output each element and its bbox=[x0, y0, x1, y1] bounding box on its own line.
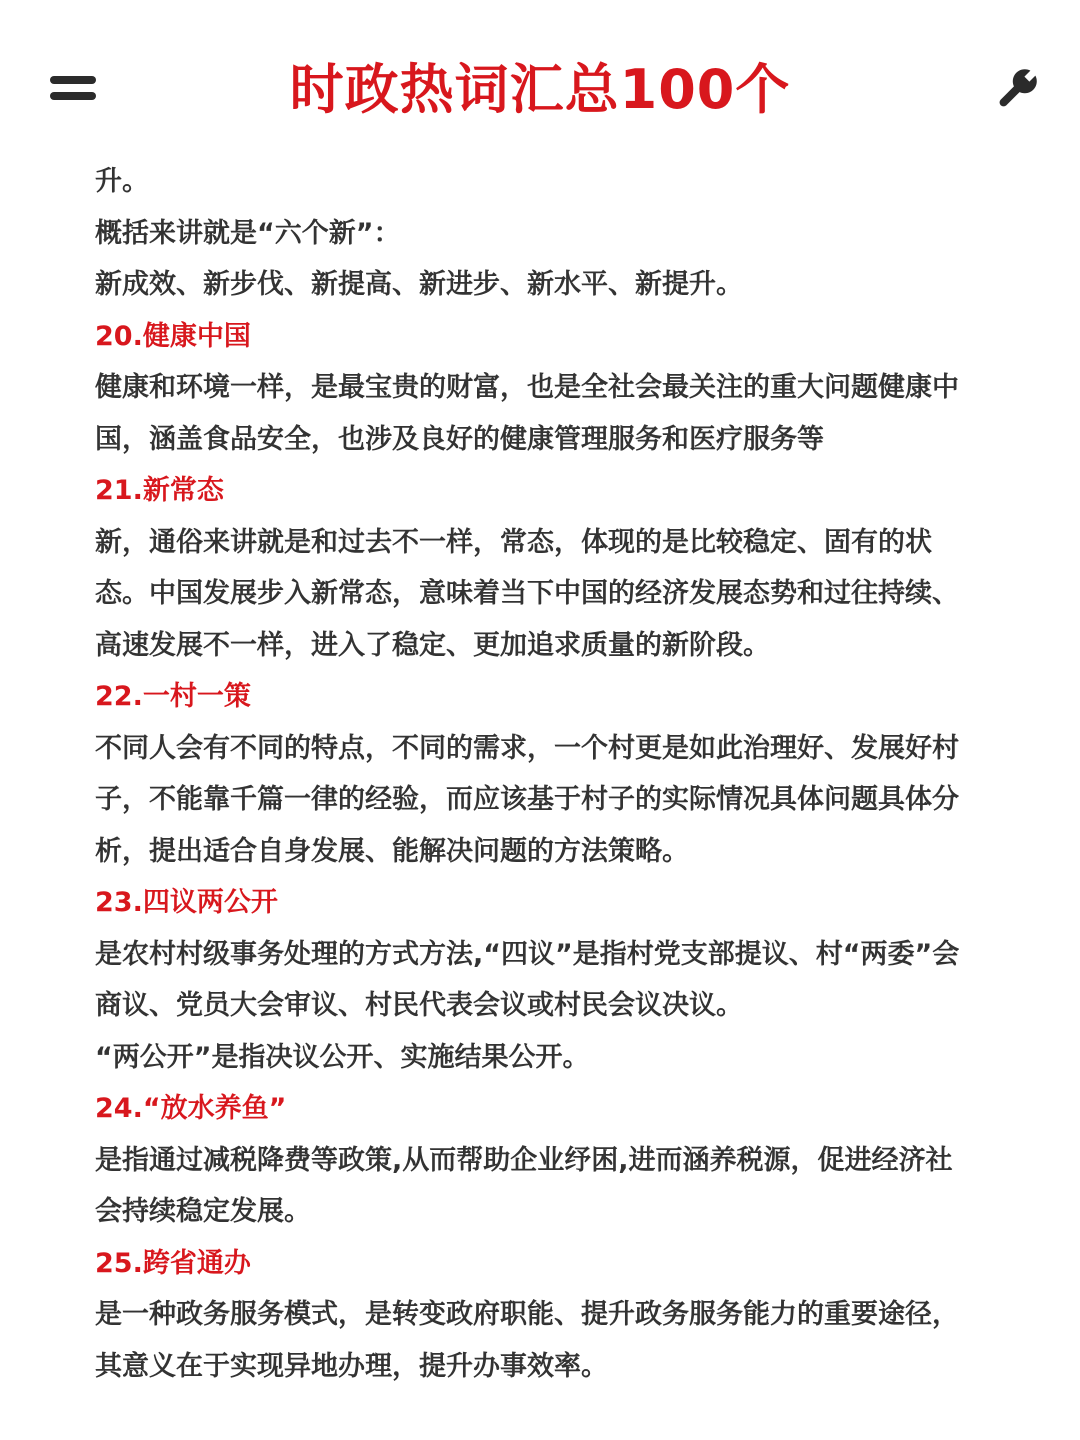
section-heading: 23.四议两公开 bbox=[95, 887, 278, 918]
paragraph-line: 新成效、新步伐、新提高、新进步、新水平、新提升。 bbox=[95, 269, 743, 300]
header-bar bbox=[0, 0, 1080, 150]
paragraph-line: 其意义在于实现异地办理，提升办事效率。 bbox=[95, 1350, 608, 1382]
paragraph-line: 国，涵盖食品安全，也涉及良好的健康管理服务和医疗服务等 bbox=[95, 423, 824, 455]
paragraph-line: 子，不能靠千篇一律的经验，而应该基于村子的实际情况具体问题具体分 bbox=[95, 784, 959, 815]
section-heading: 24.“放水养鱼” bbox=[95, 1093, 287, 1124]
wrench-icon[interactable] bbox=[992, 64, 1042, 114]
paragraph-line: 态。中国发展步入新常态，意味着当下中国的经济发展态势和过往持续、 bbox=[95, 578, 959, 609]
paragraph-line: 是农村村级事务处理的方式方法,“四议”是指村党支部提议、村“两委”会 bbox=[95, 938, 960, 970]
section-heading: 25.跨省通办 bbox=[95, 1247, 251, 1279]
article-body bbox=[95, 156, 995, 1392]
page-title: 时政热词汇总100个 bbox=[289, 58, 791, 121]
paragraph-line: 升。 bbox=[95, 166, 149, 197]
paragraph-line: 高速发展不一样，进入了稳定、更加追求质量的新阶段。 bbox=[95, 629, 770, 661]
paragraph-line: 是指通过减税降费等政策,从而帮助企业纾困,进而涵养税源，促进经济社 bbox=[95, 1144, 953, 1176]
section-heading: 20.健康中国 bbox=[95, 320, 251, 352]
paragraph-line: 是一种政务服务模式，是转变政府职能、提升政务服务能力的重要途径， bbox=[95, 1299, 959, 1330]
section-heading: 21.新常态 bbox=[95, 475, 224, 506]
paragraph-line: 概括来讲就是“六个新”： bbox=[95, 217, 401, 249]
paragraph-line: “两公开”是指决议公开、实施结果公开。 bbox=[95, 1041, 590, 1073]
paragraph-line: 析，提出适合自身发展、能解决问题的方法策略。 bbox=[95, 835, 689, 867]
paragraph-line: 健康和环境一样，是最宝贵的财富，也是全社会最关注的重大问题健康中 bbox=[95, 372, 959, 403]
paragraph-line: 商议、党员大会审议、村民代表会议或村民会议决议。 bbox=[95, 990, 743, 1021]
paragraph-line: 新，通俗来讲就是和过去不一样，常态，体现的是比较稳定、固有的状 bbox=[95, 526, 932, 558]
paragraph-line: 不同人会有不同的特点，不同的需求，一个村更是如此治理好、发展好村 bbox=[95, 732, 959, 764]
section-heading: 22.一村一策 bbox=[95, 681, 251, 712]
paragraph-line: 会持续稳定发展。 bbox=[95, 1196, 311, 1227]
